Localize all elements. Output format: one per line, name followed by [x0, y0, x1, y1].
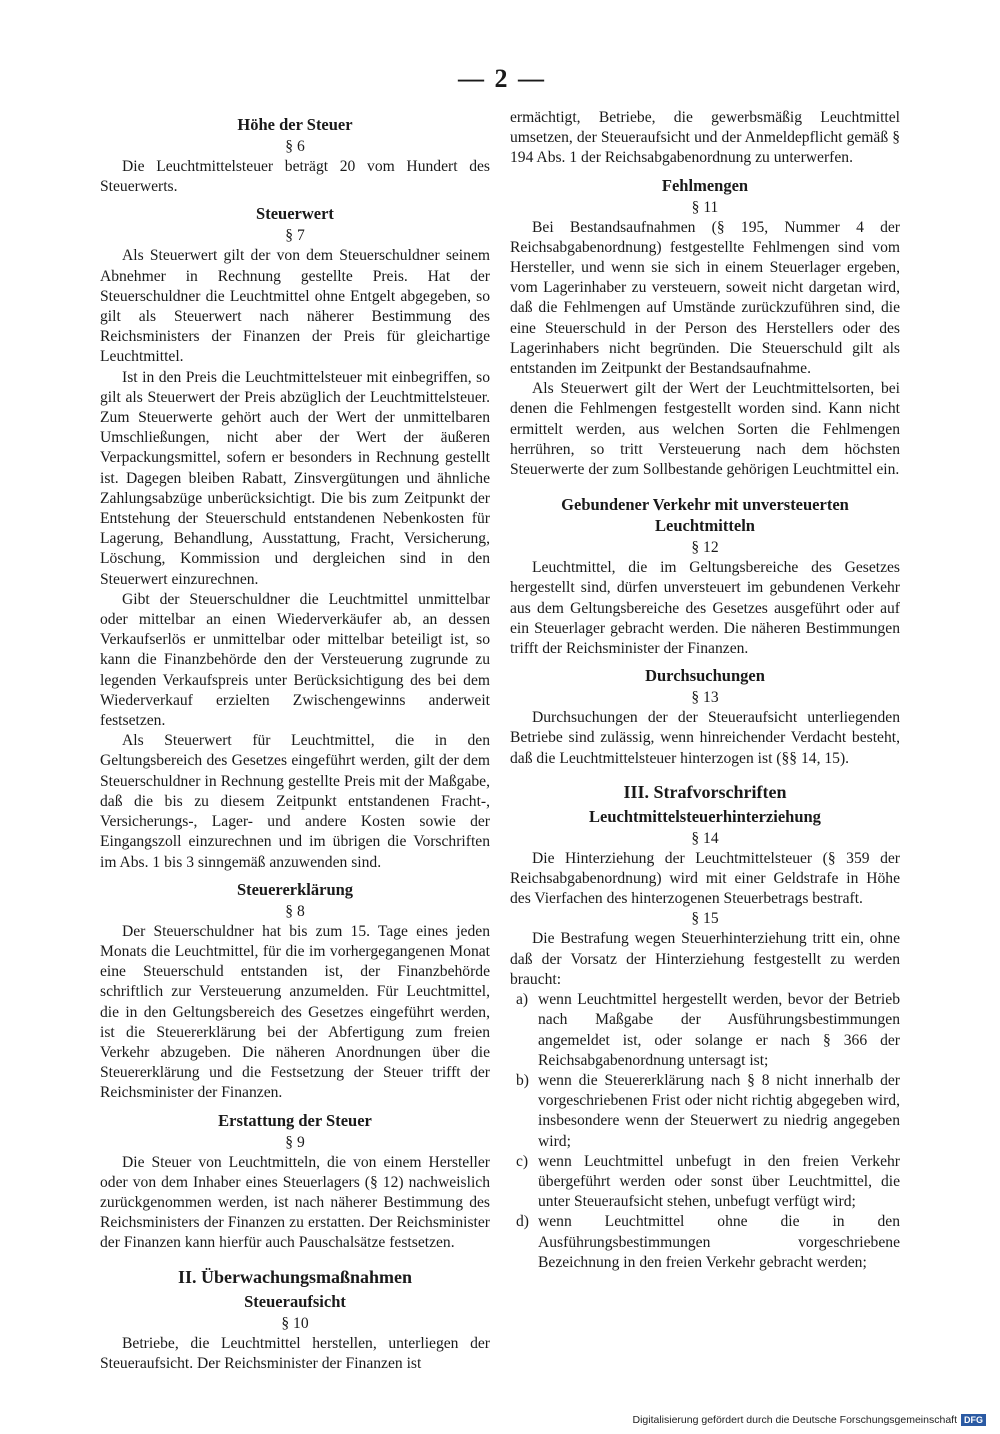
list-item — [510, 990, 900, 1071]
list-item — [510, 1152, 900, 1213]
left-column — [100, 108, 490, 1374]
list-item — [510, 1071, 900, 1152]
conditions-list — [510, 990, 900, 1273]
section-11: § 11 — [691, 198, 719, 216]
heading-steuererklaerung: Steuererklärung — [236, 879, 354, 899]
list-item-text: wenn die Steuererklärung nach § 8 nicht innerhalb der vorgeschriebenen Frist oder nicht richtig abgegeben wird, insbesondere wenn der Steuerwert zu niedrig angegeben wird; — [538, 1071, 900, 1150]
paragraph-10-continued: ermächtigt, Betriebe, die gewerbsmäßig Leuchtmittel umsetzen, der Steueraufsicht und der Anmeldepflicht gemäß § 194 Abs. 1 der Reichsabgabenordnung zu unterwerfen. — [510, 109, 900, 167]
heading-fehlmengen: Fehlmengen — [661, 175, 749, 195]
list-item — [510, 1212, 900, 1273]
heading-steuerwert: Steuerwert — [256, 204, 334, 224]
section-9: § 9 — [285, 1133, 305, 1151]
page-number: — 2 — — [458, 64, 546, 93]
paragraph-7-2: Ist in den Preis die Leuchtmittelsteuer mit einbegriffen, so gilt als Steuerwert der Preis abzüglich der Leuchtmittelsteuer. Zum Steuerwerte gehört auch der Wert der unmittelbaren Umschließungen, nicht aber der Wert der äußeren Verpackungsmittel, sofern er besonders in Rechnung gestellt ist. Dagegen bleiben Rabatt, Zinsvergütungen und ähnliche Zahlungsabzüge unberücksichtigt. Die bis zum Zeitpunkt der Entstehung der Steuerschuld entstandenen Nebenkosten für Lagerung, Behandlung, Ausstattung, Fracht, Versicherung, Löschung, Kommission und dergleichen sind in den Steuerwert einzurechnen. — [100, 368, 490, 588]
footer-text: Digitalisierung gefördert durch die Deutsche Forschungsgemeinschaft — [632, 1414, 957, 1426]
right-column — [510, 108, 900, 1273]
dfg-logo: DFG — [961, 1414, 986, 1426]
list-marker: b) — [516, 1071, 529, 1089]
section-15: § 15 — [691, 910, 719, 928]
paragraph-11-2: Als Steuerwert gilt der Wert der Leuchtmittelsorten, bei denen die Fehlmengen festgestellt worden sind. Kann nicht ermittelt werden, aus welchen Sorten die Fehlmengen herrühren, so tritt Versteuerung nach dem höchsten Steuerwerte der zum Sollbestande gehörigen Leuchtmittel ein. — [510, 380, 900, 479]
paragraph-11-1: Bei Bestandsaufnahmen (§ 195, Nummer 4 der Reichsabgabenordnung) festgestellte Fehlmengen sind vom Hersteller, und wenn sie sich in einem Steuerlager ergeben, vom Lagerinhaber zu versteuern, soweit nicht dargetan wird, daß die Fehlmengen auf Umstände zurückzuführen sind, die eine Steuerschuld in der Person des Herstellers oder des Lagerinhabers nicht begründen. Die Steuerschuld gilt als entstanden im Zeitpunkt der Bestandsaufnahme. — [510, 218, 900, 378]
paragraph-6: Die Leuchtmittelsteuer beträgt 20 vom Hundert des Steuerwerts. — [100, 158, 490, 196]
heading-part-2: II. Überwachungsmaßnahmen — [177, 1266, 413, 1287]
list-item-text: wenn Leuchtmittel hergestellt werden, bevor der Betrieb nach Maßgabe der Ausführungsbestimmungen angemeldet ist, oder solange er nach § 366 der Reichsabgabenordnung untersagt ist; — [538, 991, 900, 1069]
paragraph-7-4: Als Steuerwert für Leuchtmittel, die in den Geltungsbereich des Gesetzes eingeführt werden, gilt der dem Steuerschuldner in Rechnung gestellte Preis mit der Maßgabe, daß die bis zu diesem Zeitpunkt entstandenen Fracht-, Versicherungs-, Lager- und andere Kosten sowie der Eingangszoll einzurechnen und im übrigen die Vorschriften im Abs. 1 bis 3 sinngemäß anzuwenden sind. — [100, 732, 490, 871]
paragraph-14: Die Hinterziehung der Leuchtmittelsteuer (§ 359 der Reichsabgabenordnung) wird mit einer Geldstrafe in Höhe des Vierfachen des hinterzogenen Steuerbetrags bestraft. — [510, 849, 900, 908]
section-13: § 13 — [691, 689, 719, 707]
section-12: § 12 — [691, 539, 719, 557]
heading-durchsuchungen: Durchsuchungen — [645, 666, 765, 686]
paragraph-10: Betriebe, die Leuchtmittel herstellen, unterliegen der Steueraufsicht. Der Reichsminister der Finanzen ist — [100, 1334, 490, 1372]
section-14: § 14 — [691, 829, 719, 847]
section-7: § 7 — [285, 227, 305, 245]
list-item-text: wenn Leuchtmittel ohne die in den Ausführungsbestimmungen vorgeschriebene Bezeichnung in den freien Verkehr gebracht werden; — [538, 1213, 900, 1271]
paragraph-8: Der Steuerschuldner hat bis zum 15. Tage eines jeden Monats die Leuchtmittel, für die im vorhergegangenen Monat eine Steuerschuld entstanden ist, der Finanzbehörde schriftlich zur Versteuerung anzumelden. Für Leuchtmittel, die in den Geltungsbereich des Gesetzes eingeführt werden, ist die Steuererklärung bei der Abfertigung zum freien Verkehr abzugeben. Die näheren Anordnungen über die Steuererklärung und die Festsetzung der Steuer trifft der Reichsminister der Finanzen. — [100, 922, 490, 1102]
section-10: § 10 — [281, 1314, 309, 1332]
paragraph-9: Die Steuer von Leuchtmitteln, die von einem Hersteller oder von dem Inhaber eines Steuerlagers (§ 12) nachweislich zurückgenommen werden, ist nach näherer Bestimmung des Reichsministers der Finanzen zu erstatten. Der Reichsminister der Finanzen kann hierfür auch Pauschalsätze festsetzen. — [100, 1153, 490, 1252]
paragraph-12: Leuchtmittel, die im Geltungsbereiche des Gesetzes hergestellt sind, dürfen unversteuert im gebundenen Verkehr aus dem Geltungsbereiche des Gesetzes ausgeführt oder auf ein Steuerlager gebracht werden. Die näheren Bestimmungen trifft der Reichsminister der Finanzen. — [510, 559, 900, 658]
heading-steueraufsicht: Steueraufsicht — [244, 1291, 346, 1311]
digitization-footer — [632, 1414, 986, 1426]
paragraph-13: Durchsuchungen der der Steueraufsicht unterliegenden Betriebe sind zulässig, wenn hinreichender Verdacht besteht, daß die Leuchtmittelsteuer hinterzogen ist (§§ 14, 15). — [510, 709, 900, 767]
paragraph-7-3: Gibt der Steuerschuldner die Leuchtmittel unmittelbar oder mittelbar an einen Wiederverkäufer ab, an dessen Verkaufserlös er unmittelbar oder mittelbar beteiligt ist, so kann die Finanzbehörde den der Versteuerung zugrunde zu legenden Verkaufspreis unter Berücksichtigung des bei dem Wiederverkauf erzielten Zwischengewinns anderweit festsetzen. — [100, 590, 490, 730]
list-marker: d) — [516, 1213, 529, 1231]
list-item-text: wenn Leuchtmittel unbefugt in den freien Verkehr übergeführt werden oder sonst über Leuchtmittel, die unter Steueraufsicht stehen, unbefugt verfügt wird; — [538, 1152, 900, 1211]
list-marker: c) — [516, 1152, 529, 1170]
heading-hoehe-der-steuer: Höhe der Steuer — [237, 115, 353, 134]
paragraph-15: Die Bestrafung wegen Steuerhinterziehung tritt ein, ohne daß der Vorsatz der Hinterziehung festgestellt zu werden braucht: — [510, 930, 900, 988]
heading-hinterziehung: Leuchtmittelsteuerhinterziehung — [589, 806, 821, 826]
heading-part-3: III. Strafvorschriften — [623, 781, 787, 802]
paragraph-7-1: Als Steuerwert gilt der von dem Steuerschuldner seinem Abnehmer in Rechnung gestellte Preis. Hat der Steuerschuldner die Leuchtmittel ohne Entgelt abgegeben, so gilt als Steuerwert nach näherer Bestimmung des Reichsministers der Finanzen der Preis für gleichartige Leuchtmittel. — [100, 247, 490, 366]
heading-gebundener-verkehr: Gebundener Verkehr mit unversteuerten Leuchtmitteln — [561, 495, 849, 536]
section-8: § 8 — [285, 902, 305, 920]
heading-erstattung: Erstattung der Steuer — [218, 1110, 372, 1130]
list-marker: a) — [516, 991, 529, 1009]
section-6: § 6 — [285, 138, 305, 155]
